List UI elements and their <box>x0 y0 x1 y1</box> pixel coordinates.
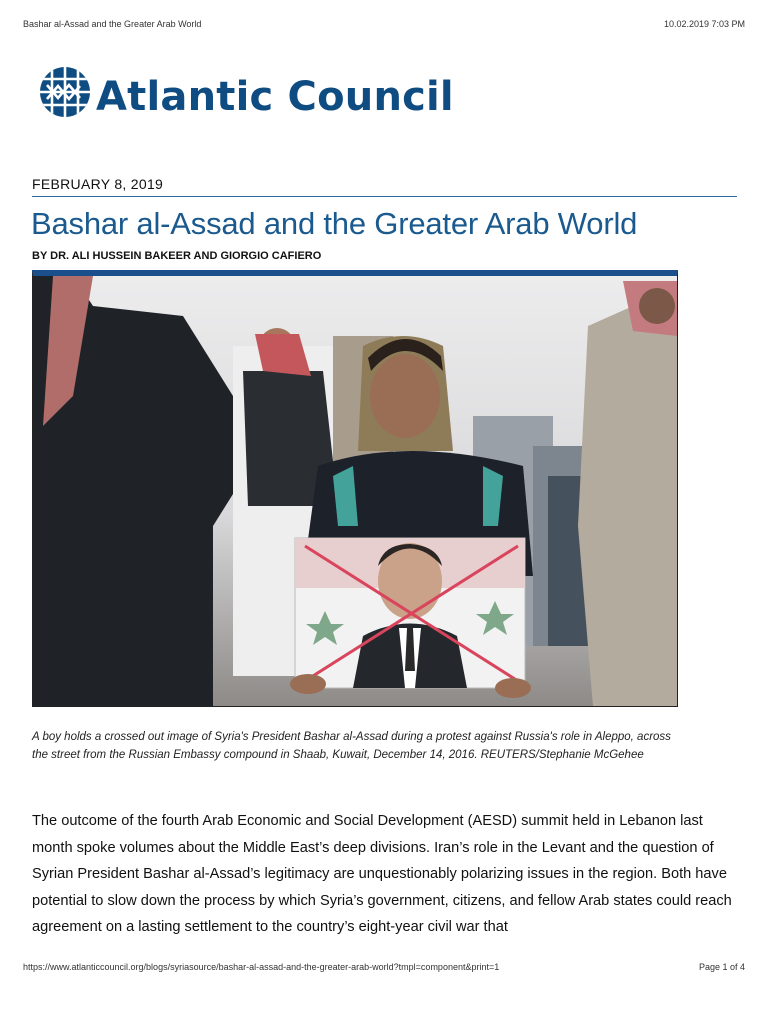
print-header-title: Bashar al-Assad and the Greater Arab World <box>23 19 202 29</box>
print-header-timestamp: 10.02.2019 7:03 PM <box>663 19 745 29</box>
article-date: FEBRUARY 8, 2019 <box>32 176 164 192</box>
photo-caption: A boy holds a crossed out image of Syria's President Bashar al-Assad during a protest against Russia's role in Aleppo, across the street from the Russian Embassy compound in Shaab, Kuwait, December 14, 2016. REUTERS/Stephanie McGehee <box>32 731 671 761</box>
globe-icon <box>38 65 92 119</box>
logo-text: Atlantic Council <box>96 74 454 120</box>
article-byline: BY DR. ALI HUSSEIN BAKEER AND GIORGIO CAFIERO <box>32 250 322 262</box>
article-body: The outcome of the fourth Arab Economic and Social Development (AESD) summit held in Lebanon last month spoke volumes about the Middle East’s deep divisions. Iran’s role in the Levant and the question of Syrian President Bashar al-Assad’s legitimacy are unquestionably polarizing issues in the region. Both have potential to slow down the process by which Syria’s government, citizens, and fellow Arab states could reach agreement on a lasting settlement to the country’s eight-year civil war that <box>32 813 732 935</box>
site-logo[interactable] <box>38 64 454 120</box>
print-header <box>23 19 745 29</box>
article-title: Bashar al-Assad and the Greater Arab World <box>31 206 638 241</box>
page-url[interactable]: https://www.atlanticcouncil.org/blogs/syriasource/bashar-al-assad-and-the-greater-arab-world?tmpl=component&print=1 <box>23 962 500 972</box>
article-photo <box>32 270 678 707</box>
divider <box>32 196 737 197</box>
protest-photo-illustration <box>33 276 677 706</box>
print-footer <box>23 962 745 972</box>
page-indicator: Page 1 of 4 <box>698 962 745 972</box>
